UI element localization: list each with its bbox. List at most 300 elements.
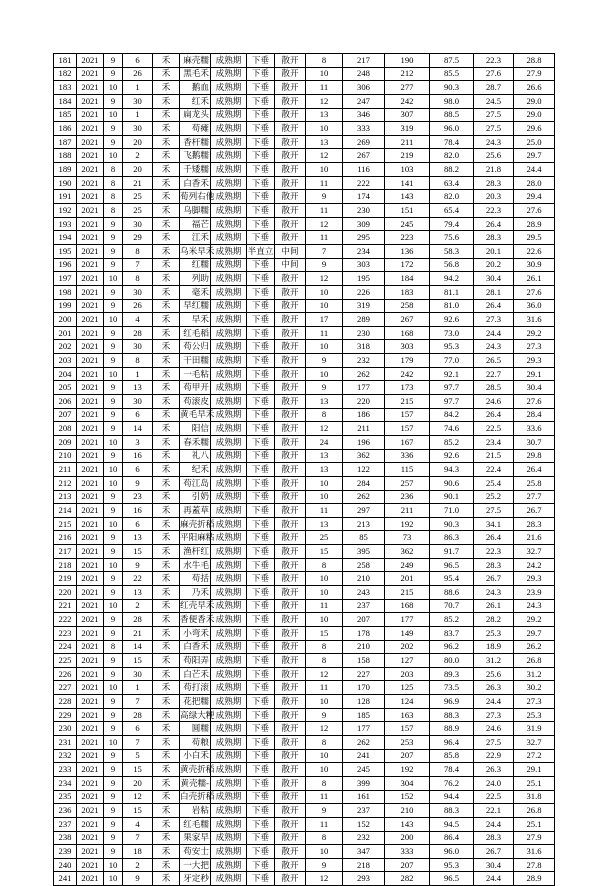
cell-value-d: 30.4 <box>514 381 555 395</box>
cell-plant-type: 散开 <box>275 790 306 804</box>
cell-growth-stage: 成熟期 <box>211 790 247 804</box>
cell-value-d: 24.2 <box>514 558 555 572</box>
cell-variety-name: 小白禾 <box>180 749 211 763</box>
cell-variety-name: 黄毛早禾 <box>180 408 211 422</box>
table-body <box>54 54 555 886</box>
cell-crop-type: 禾 <box>153 667 180 681</box>
cell-measure-a: 210 <box>343 640 385 654</box>
cell-panicle-posture: 下垂 <box>247 217 275 231</box>
cell-crop-type: 禾 <box>153 626 180 640</box>
cell-day: 7 <box>123 736 153 750</box>
cell-value-d: 28.9 <box>514 217 555 231</box>
cell-value-d: 29.1 <box>514 763 555 777</box>
cell-plant-type: 散开 <box>275 272 306 286</box>
cell-ratio: 73.5 <box>430 681 474 695</box>
table-row <box>54 408 555 422</box>
cell-value-c: 22.3 <box>474 54 514 68</box>
cell-crop-type: 禾 <box>153 244 180 258</box>
cell-panicle-posture: 下垂 <box>247 872 275 886</box>
cell-crop-type: 禾 <box>153 340 180 354</box>
cell-measure-a: 262 <box>343 736 385 750</box>
cell-ratio: 85.2 <box>430 613 474 627</box>
table-row <box>54 790 555 804</box>
cell-year: 2021 <box>77 667 104 681</box>
cell-row-number: 240 <box>54 858 77 872</box>
cell-variety-name: 花把糯 <box>180 695 211 709</box>
cell-crop-type: 禾 <box>153 476 180 490</box>
cell-ratio: 95.3 <box>430 340 474 354</box>
cell-value-c: 26.5 <box>474 354 514 368</box>
cell-plant-type: 散开 <box>275 299 306 313</box>
cell-value-c: 27.3 <box>474 313 514 327</box>
cell-panicle-posture: 下垂 <box>247 476 275 490</box>
cell-measure-a: 177 <box>343 381 385 395</box>
cell-count-value: 12 <box>306 149 343 163</box>
cell-day: 14 <box>123 640 153 654</box>
cell-year: 2021 <box>77 654 104 668</box>
cell-value-c: 28.7 <box>474 81 514 95</box>
table-row <box>54 299 555 313</box>
table-row <box>54 463 555 477</box>
cell-year: 2021 <box>77 599 104 613</box>
cell-measure-b: 103 <box>385 163 430 177</box>
table-row <box>54 108 555 122</box>
cell-measure-b: 258 <box>385 299 430 313</box>
cell-ratio: 91.7 <box>430 545 474 559</box>
cell-plant-type: 散开 <box>275 817 306 831</box>
cell-month: 10 <box>104 599 123 613</box>
cell-value-c: 25.2 <box>474 490 514 504</box>
cell-panicle-posture: 下垂 <box>247 258 275 272</box>
cell-panicle-posture: 下垂 <box>247 285 275 299</box>
cell-value-d: 28.4 <box>514 408 555 422</box>
cell-year: 2021 <box>77 558 104 572</box>
cell-value-c: 26.1 <box>474 599 514 613</box>
cell-growth-stage: 成熟期 <box>211 722 247 736</box>
cell-count-value: 9 <box>306 804 343 818</box>
cell-day: 15 <box>123 654 153 668</box>
cell-count-value: 17 <box>306 313 343 327</box>
cell-panicle-posture: 下垂 <box>247 54 275 68</box>
cell-growth-stage: 成熟期 <box>211 558 247 572</box>
cell-measure-b: 215 <box>385 395 430 409</box>
table-row <box>54 326 555 340</box>
cell-measure-b: 149 <box>385 626 430 640</box>
cell-measure-b: 125 <box>385 681 430 695</box>
cell-month: 9 <box>104 845 123 859</box>
cell-value-d: 29.7 <box>514 149 555 163</box>
cell-measure-a: 116 <box>343 163 385 177</box>
cell-crop-type: 禾 <box>153 504 180 518</box>
cell-count-value: 9 <box>306 354 343 368</box>
cell-row-number: 222 <box>54 613 77 627</box>
cell-day: 1 <box>123 108 153 122</box>
cell-ratio: 85.5 <box>430 67 474 81</box>
cell-crop-type: 禾 <box>153 258 180 272</box>
cell-year: 2021 <box>77 367 104 381</box>
cell-year: 2021 <box>77 94 104 108</box>
cell-month: 9 <box>104 54 123 68</box>
cell-count-value: 8 <box>306 558 343 572</box>
cell-panicle-posture: 下垂 <box>247 613 275 627</box>
cell-crop-type: 禾 <box>153 108 180 122</box>
cell-panicle-posture: 下垂 <box>247 517 275 531</box>
cell-measure-b: 211 <box>385 135 430 149</box>
cell-growth-stage: 成熟期 <box>211 626 247 640</box>
cell-measure-b: 203 <box>385 667 430 681</box>
table-row <box>54 858 555 872</box>
cell-value-c: 21.5 <box>474 449 514 463</box>
cell-measure-b: 177 <box>385 613 430 627</box>
cell-panicle-posture: 下垂 <box>247 108 275 122</box>
cell-value-d: 21.6 <box>514 531 555 545</box>
cell-measure-a: 161 <box>343 790 385 804</box>
cell-panicle-posture: 下垂 <box>247 176 275 190</box>
cell-measure-a: 234 <box>343 244 385 258</box>
cell-value-d: 24.3 <box>514 599 555 613</box>
cell-measure-a: 230 <box>343 326 385 340</box>
cell-crop-type: 禾 <box>153 531 180 545</box>
cell-variety-name: 黑毛禾 <box>180 67 211 81</box>
cell-year: 2021 <box>77 504 104 518</box>
cell-year: 2021 <box>77 763 104 777</box>
cell-count-value: 15 <box>306 626 343 640</box>
cell-plant-type: 散开 <box>275 831 306 845</box>
cell-crop-type: 禾 <box>153 613 180 627</box>
cell-measure-a: 158 <box>343 654 385 668</box>
cell-variety-name: 苟公归 <box>180 340 211 354</box>
cell-plant-type: 散开 <box>275 476 306 490</box>
cell-growth-stage: 成熟期 <box>211 585 247 599</box>
table-row <box>54 231 555 245</box>
cell-year: 2021 <box>77 476 104 490</box>
cell-growth-stage: 成熟期 <box>211 313 247 327</box>
cell-measure-a: 245 <box>343 763 385 777</box>
cell-growth-stage: 成熟期 <box>211 695 247 709</box>
cell-panicle-posture: 半直立 <box>247 244 275 258</box>
cell-row-number: 231 <box>54 736 77 750</box>
cell-value-c: 26.4 <box>474 408 514 422</box>
cell-value-c: 28.1 <box>474 285 514 299</box>
cell-growth-stage: 成熟期 <box>211 81 247 95</box>
cell-month: 8 <box>104 640 123 654</box>
cell-day: 15 <box>123 763 153 777</box>
cell-measure-a: 178 <box>343 626 385 640</box>
cell-panicle-posture: 下垂 <box>247 749 275 763</box>
cell-value-c: 27.5 <box>474 504 514 518</box>
cell-value-c: 22.1 <box>474 804 514 818</box>
cell-ratio: 96.4 <box>430 736 474 750</box>
cell-panicle-posture: 下垂 <box>247 708 275 722</box>
cell-year: 2021 <box>77 122 104 136</box>
cell-measure-a: 262 <box>343 490 385 504</box>
cell-plant-type: 散开 <box>275 54 306 68</box>
cell-month: 8 <box>104 163 123 177</box>
cell-growth-stage: 成熟期 <box>211 804 247 818</box>
cell-year: 2021 <box>77 163 104 177</box>
cell-variety-name: 干田糯 <box>180 354 211 368</box>
cell-value-c: 24.6 <box>474 722 514 736</box>
cell-ratio: 71.0 <box>430 504 474 518</box>
table-row <box>54 517 555 531</box>
cell-measure-a: 227 <box>343 667 385 681</box>
cell-plant-type: 散开 <box>275 545 306 559</box>
cell-panicle-posture: 下垂 <box>247 367 275 381</box>
cell-crop-type: 禾 <box>153 831 180 845</box>
cell-measure-b: 282 <box>385 872 430 886</box>
cell-value-c: 18.9 <box>474 640 514 654</box>
cell-panicle-posture: 下垂 <box>247 340 275 354</box>
cell-year: 2021 <box>77 531 104 545</box>
cell-growth-stage: 成熟期 <box>211 244 247 258</box>
cell-count-value: 8 <box>306 654 343 668</box>
cell-day: 6 <box>123 408 153 422</box>
table-row <box>54 354 555 368</box>
cell-measure-a: 195 <box>343 272 385 286</box>
cell-variety-name: 平阳麻粘 <box>180 531 211 545</box>
cell-measure-a: 269 <box>343 135 385 149</box>
cell-measure-b: 336 <box>385 449 430 463</box>
cell-ratio: 95.3 <box>430 858 474 872</box>
cell-value-c: 23.4 <box>474 435 514 449</box>
cell-variety-name: 牙定秒 <box>180 872 211 886</box>
cell-month: 10 <box>104 681 123 695</box>
cell-row-number: 205 <box>54 381 77 395</box>
cell-day: 29 <box>123 231 153 245</box>
cell-plant-type: 散开 <box>275 599 306 613</box>
cell-row-number: 218 <box>54 558 77 572</box>
cell-count-value: 25 <box>306 531 343 545</box>
cell-ratio: 81.0 <box>430 299 474 313</box>
cell-row-number: 187 <box>54 135 77 149</box>
cell-plant-type: 散开 <box>275 749 306 763</box>
cell-value-c: 24.4 <box>474 872 514 886</box>
cell-ratio: 90.3 <box>430 517 474 531</box>
cell-crop-type: 禾 <box>153 776 180 790</box>
cell-measure-a: 237 <box>343 804 385 818</box>
cell-measure-b: 157 <box>385 408 430 422</box>
cell-measure-b: 183 <box>385 285 430 299</box>
table-row <box>54 845 555 859</box>
cell-growth-stage: 成熟期 <box>211 340 247 354</box>
cell-ratio: 73.0 <box>430 326 474 340</box>
cell-variety-name: 飞鹅糯 <box>180 149 211 163</box>
cell-plant-type: 散开 <box>275 640 306 654</box>
cell-row-number: 189 <box>54 163 77 177</box>
cell-day: 4 <box>123 313 153 327</box>
cell-month: 8 <box>104 204 123 218</box>
cell-crop-type: 禾 <box>153 845 180 859</box>
cell-measure-b: 136 <box>385 244 430 258</box>
cell-value-c: 22.3 <box>474 545 514 559</box>
cell-measure-b: 73 <box>385 531 430 545</box>
cell-crop-type: 禾 <box>153 204 180 218</box>
cell-value-d: 31.6 <box>514 845 555 859</box>
cell-row-number: 238 <box>54 831 77 845</box>
cell-month: 10 <box>104 108 123 122</box>
cell-panicle-posture: 下垂 <box>247 408 275 422</box>
cell-year: 2021 <box>77 299 104 313</box>
cell-crop-type: 禾 <box>153 804 180 818</box>
cell-crop-type: 禾 <box>153 217 180 231</box>
cell-growth-stage: 成熟期 <box>211 408 247 422</box>
cell-panicle-posture: 下垂 <box>247 572 275 586</box>
cell-month: 9 <box>104 654 123 668</box>
cell-panicle-posture: 下垂 <box>247 326 275 340</box>
cell-month: 9 <box>104 354 123 368</box>
cell-measure-b: 223 <box>385 231 430 245</box>
cell-value-d: 29.3 <box>514 572 555 586</box>
cell-plant-type: 散开 <box>275 108 306 122</box>
cell-variety-name: 白芒禾 <box>180 667 211 681</box>
cell-value-d: 29.2 <box>514 613 555 627</box>
cell-ratio: 96.5 <box>430 558 474 572</box>
cell-row-number: 215 <box>54 517 77 531</box>
cell-ratio: 96.0 <box>430 845 474 859</box>
table-row <box>54 122 555 136</box>
cell-crop-type: 禾 <box>153 736 180 750</box>
cell-day: 28 <box>123 708 153 722</box>
cell-measure-a: 293 <box>343 872 385 886</box>
cell-plant-type: 散开 <box>275 667 306 681</box>
cell-ratio: 97.7 <box>430 381 474 395</box>
cell-count-value: 7 <box>306 244 343 258</box>
cell-day: 6 <box>123 54 153 68</box>
cell-row-number: 207 <box>54 408 77 422</box>
cell-month: 10 <box>104 736 123 750</box>
cell-month: 10 <box>104 81 123 95</box>
table-row <box>54 654 555 668</box>
cell-panicle-posture: 下垂 <box>247 272 275 286</box>
cell-value-d: 26.6 <box>514 81 555 95</box>
cell-year: 2021 <box>77 708 104 722</box>
table-row <box>54 217 555 231</box>
cell-panicle-posture: 下垂 <box>247 135 275 149</box>
cell-panicle-posture: 下垂 <box>247 395 275 409</box>
cell-year: 2021 <box>77 176 104 190</box>
cell-plant-type: 散开 <box>275 176 306 190</box>
cell-count-value: 12 <box>306 722 343 736</box>
cell-growth-stage: 成熟期 <box>211 190 247 204</box>
cell-count-value: 10 <box>306 613 343 627</box>
cell-variety-name: 苟阳弄 <box>180 654 211 668</box>
cell-day: 21 <box>123 176 153 190</box>
cell-value-c: 26.3 <box>474 681 514 695</box>
cell-day: 9 <box>123 872 153 886</box>
cell-day: 9 <box>123 476 153 490</box>
cell-day: 26 <box>123 67 153 81</box>
cell-row-number: 193 <box>54 217 77 231</box>
cell-measure-b: 179 <box>385 354 430 368</box>
cell-count-value: 13 <box>306 108 343 122</box>
cell-count-value: 10 <box>306 285 343 299</box>
cell-year: 2021 <box>77 722 104 736</box>
cell-variety-name: 红毛糯 <box>180 817 211 831</box>
cell-variety-name: 黄壳糯- <box>180 776 211 790</box>
table-row <box>54 695 555 709</box>
cell-day: 16 <box>123 449 153 463</box>
cell-growth-stage: 成熟期 <box>211 94 247 108</box>
table-row <box>54 667 555 681</box>
cell-value-c: 22.4 <box>474 463 514 477</box>
table-row <box>54 817 555 831</box>
cell-value-d: 32.7 <box>514 545 555 559</box>
cell-year: 2021 <box>77 340 104 354</box>
cell-ratio: 87.5 <box>430 54 474 68</box>
table-row <box>54 872 555 886</box>
cell-plant-type: 散开 <box>275 517 306 531</box>
cell-day: 3 <box>123 435 153 449</box>
cell-growth-stage: 成熟期 <box>211 204 247 218</box>
cell-year: 2021 <box>77 490 104 504</box>
cell-crop-type: 禾 <box>153 299 180 313</box>
cell-measure-a: 319 <box>343 299 385 313</box>
cell-measure-b: 210 <box>385 804 430 818</box>
cell-value-c: 25.6 <box>474 149 514 163</box>
cell-growth-stage: 成熟期 <box>211 285 247 299</box>
cell-measure-a: 217 <box>343 54 385 68</box>
cell-ratio: 94.5 <box>430 817 474 831</box>
cell-value-d: 33.6 <box>514 422 555 436</box>
cell-value-d: 30.7 <box>514 435 555 449</box>
cell-day: 9 <box>123 558 153 572</box>
cell-month: 10 <box>104 858 123 872</box>
cell-row-number: 214 <box>54 504 77 518</box>
cell-crop-type: 禾 <box>153 599 180 613</box>
cell-plant-type: 散开 <box>275 531 306 545</box>
cell-measure-a: 262 <box>343 367 385 381</box>
cell-growth-stage: 成熟期 <box>211 176 247 190</box>
cell-row-number: 221 <box>54 599 77 613</box>
cell-year: 2021 <box>77 845 104 859</box>
cell-crop-type: 禾 <box>153 435 180 449</box>
cell-measure-b: 242 <box>385 367 430 381</box>
cell-row-number: 239 <box>54 845 77 859</box>
cell-variety-name: 江禾 <box>180 231 211 245</box>
cell-plant-type: 散开 <box>275 558 306 572</box>
cell-panicle-posture: 下垂 <box>247 313 275 327</box>
cell-measure-b: 127 <box>385 654 430 668</box>
cell-count-value: 11 <box>306 231 343 245</box>
cell-row-number: 225 <box>54 654 77 668</box>
cell-panicle-posture: 下垂 <box>247 231 275 245</box>
cell-ratio: 96.2 <box>430 640 474 654</box>
cell-year: 2021 <box>77 449 104 463</box>
cell-value-c: 24.6 <box>474 395 514 409</box>
cell-plant-type: 散开 <box>275 776 306 790</box>
cell-crop-type: 禾 <box>153 449 180 463</box>
cell-growth-stage: 成熟期 <box>211 872 247 886</box>
cell-measure-b: 245 <box>385 217 430 231</box>
cell-growth-stage: 成熟期 <box>211 763 247 777</box>
cell-ratio: 85.8 <box>430 749 474 763</box>
cell-day: 21 <box>123 626 153 640</box>
cell-measure-a: 267 <box>343 149 385 163</box>
cell-value-c: 28.3 <box>474 176 514 190</box>
cell-row-number: 241 <box>54 872 77 886</box>
table-row <box>54 313 555 327</box>
cell-variety-name: 荀列右他 <box>180 190 211 204</box>
cell-value-c: 26.3 <box>474 763 514 777</box>
cell-year: 2021 <box>77 545 104 559</box>
cell-crop-type: 禾 <box>153 422 180 436</box>
cell-growth-stage: 成熟期 <box>211 749 247 763</box>
cell-measure-a: 207 <box>343 613 385 627</box>
cell-measure-a: 186 <box>343 408 385 422</box>
table-row <box>54 490 555 504</box>
cell-row-number: 202 <box>54 340 77 354</box>
cell-count-value: 10 <box>306 585 343 599</box>
